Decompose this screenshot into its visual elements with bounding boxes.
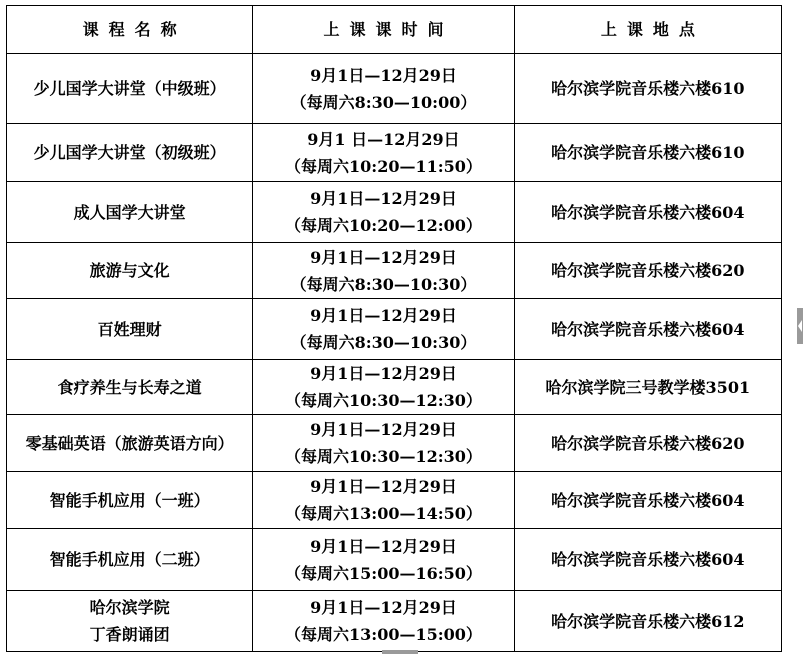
class-time-cell [253, 472, 514, 529]
class-place-cell [514, 529, 781, 591]
weekly-hours: （每周六8:30—10:00） [290, 92, 477, 112]
course-name-cell [7, 124, 253, 182]
header-class-place: 上课地点 [514, 6, 781, 54]
weekly-hours: （每周六13:00—14:50） [285, 504, 482, 523]
table-row [7, 182, 782, 243]
table-row [7, 472, 782, 529]
table-row [7, 299, 782, 360]
course-name-cell [7, 243, 253, 299]
header-class-time: 上课课时间 [253, 6, 514, 54]
class-time-cell [253, 415, 514, 472]
place-text: 哈尔滨学院三号教学楼3501 [545, 377, 751, 397]
course-name-line: 少儿国学大讲堂（中级班） [33, 79, 226, 98]
weekly-hours: （每周六10:30—12:30） [285, 447, 482, 466]
table-row [7, 54, 782, 124]
class-time-cell [253, 529, 514, 591]
class-time-cell [253, 54, 514, 124]
class-place-cell [514, 591, 781, 652]
course-name-line: 零基础英语（旅游英语方向） [25, 433, 234, 453]
bottom-edge-marker [382, 650, 418, 654]
place-text: 哈尔滨学院音乐楼六楼610 [551, 143, 745, 162]
place-text: 哈尔滨学院音乐楼六楼612 [551, 611, 745, 631]
weekly-hours: （每周六8:30—10:30） [290, 333, 477, 352]
class-place-cell [514, 124, 781, 182]
date-range: 9月1日—12月29日 [310, 65, 457, 85]
course-name-line: 成人国学大讲堂 [73, 202, 186, 222]
class-time-cell [253, 591, 514, 652]
table-row [7, 124, 782, 182]
weekly-hours: （每周六8:30—10:30） [290, 274, 477, 294]
course-schedule-table [6, 5, 782, 652]
class-place-cell [514, 415, 781, 472]
course-name-line: 智能手机应用（二班） [49, 550, 210, 569]
course-name-cell [7, 591, 253, 652]
class-time-cell [253, 243, 514, 299]
table-row [7, 415, 782, 472]
place-text: 哈尔滨学院音乐楼六楼604 [551, 202, 745, 222]
class-time-cell [253, 124, 514, 182]
place-text: 哈尔滨学院音乐楼六楼604 [551, 550, 745, 569]
course-name-line: 少儿国学大讲堂（初级班） [33, 143, 226, 162]
class-time-cell [253, 299, 514, 360]
date-range: 9月1日—12月29日 [310, 477, 457, 496]
table-row [7, 243, 782, 299]
weekly-hours: （每周六15:00—16:50） [285, 563, 482, 583]
table-row [7, 360, 782, 415]
place-text: 哈尔滨学院音乐楼六楼620 [551, 261, 745, 280]
scroll-edge-marker [797, 308, 803, 344]
course-name-cell [7, 299, 253, 360]
course-name-line: 哈尔滨学院 [89, 598, 170, 617]
place-text: 哈尔滨学院音乐楼六楼604 [551, 319, 745, 339]
course-name-line: 丁香朗诵团 [89, 625, 170, 644]
class-place-cell [514, 360, 781, 415]
date-range: 9月1日—12月29日 [310, 306, 457, 325]
course-name-line: 旅游与文化 [89, 261, 170, 280]
course-name-cell [7, 472, 253, 529]
date-range: 9月1 日—12月29日 [307, 129, 460, 149]
weekly-hours: （每周六10:20—12:00） [285, 216, 482, 235]
date-range: 9月1日—12月29日 [310, 247, 457, 267]
date-range: 9月1日—12月29日 [310, 420, 457, 439]
class-place-cell [514, 54, 781, 124]
class-place-cell [514, 472, 781, 529]
header-row [7, 6, 782, 54]
date-range: 9月1日—12月29日 [310, 598, 457, 617]
course-name-cell [7, 182, 253, 243]
place-text: 哈尔滨学院音乐楼六楼610 [551, 79, 745, 98]
schedule-body [7, 54, 782, 652]
header-course-name: 课程名称 [7, 6, 253, 54]
course-name-cell [7, 360, 253, 415]
weekly-hours: （每周六13:00—15:00） [285, 625, 482, 644]
place-text: 哈尔滨学院音乐楼六楼604 [551, 490, 745, 510]
class-place-cell [514, 243, 781, 299]
table-row [7, 529, 782, 591]
course-name-cell [7, 415, 253, 472]
weekly-hours: （每周六10:30—12:30） [285, 391, 482, 410]
class-place-cell [514, 182, 781, 243]
class-time-cell [253, 182, 514, 243]
class-time-cell [253, 360, 514, 415]
date-range: 9月1日—12月29日 [310, 189, 457, 208]
place-text: 哈尔滨学院音乐楼六楼620 [551, 433, 745, 453]
date-range: 9月1日—12月29日 [310, 364, 457, 383]
table-row [7, 591, 782, 652]
course-name-line: 百姓理财 [97, 319, 162, 339]
weekly-hours: （每周六10:20—11:50） [285, 156, 482, 176]
course-name-cell [7, 529, 253, 591]
course-name-line: 食疗养生与长寿之道 [57, 377, 202, 397]
course-name-line: 智能手机应用（一班） [49, 490, 210, 510]
course-name-cell [7, 54, 253, 124]
class-place-cell [514, 299, 781, 360]
date-range: 9月1日—12月29日 [310, 536, 457, 556]
